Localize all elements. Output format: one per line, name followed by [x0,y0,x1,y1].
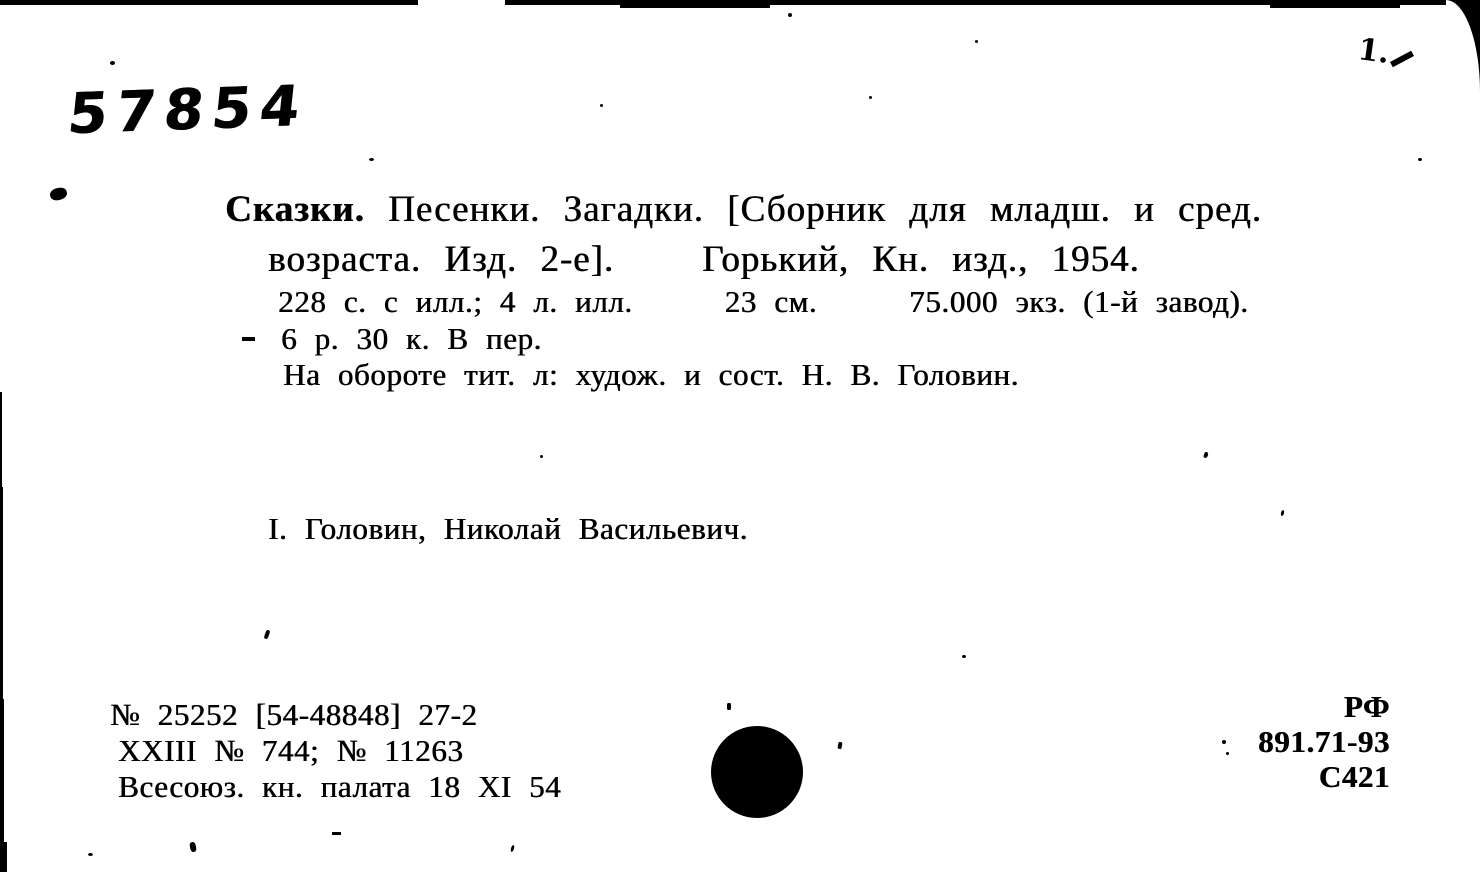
scan-edge-top-blip-2 [1270,0,1400,8]
scan-edge-top-blip [620,0,770,8]
print-run: 75.000 экз. (1-й завод). [909,284,1249,319]
scan-edge-left-nub [0,842,7,872]
scan-edge-left-2 [0,487,3,699]
scan-speckle [1222,740,1226,744]
note: На обороте тит. л: худож. и сост. Н. В. Головин. [283,357,1019,392]
price: 6 р. 30 к. В пер. [281,321,542,356]
scan-speckle [510,845,515,853]
collation: 228 с. с илл.; 4 л. илл. [278,284,633,319]
scan-speckle [1280,510,1284,517]
scan-speckle [975,40,978,43]
stray-dash-mark [242,337,255,341]
scan-speckle [264,630,271,640]
scan-speckle [1203,451,1209,458]
footer-left-line-3: Всесоюз. кн. палата 18 XI 54 [118,769,562,804]
card-rounded-corner [1446,0,1480,92]
title-line-2 [268,238,1140,281]
added-entry: I. Головин, Николай Васильевич. [268,511,748,546]
title-continuation: Песенки. Загадки. [Сборник для младш. и сред. [387,189,1262,230]
ink-blob [49,186,69,202]
book-size: 23 см. [724,284,818,319]
scan-corner-black [1446,0,1480,92]
author-mark: С421 [1318,759,1390,794]
scan-speckle [540,455,543,458]
footer-left-line-1: № 25252 [54-48848] 27-2 [110,697,478,732]
footer-left-line-2: XXIII № 744; № 11263 [118,733,464,768]
added-entry-line [268,511,748,547]
scan-speckle [837,742,842,750]
corner-annotation-tick [1390,51,1414,68]
scan-speckle [110,61,115,65]
scan-speckle [369,158,374,161]
scan-speckle [1418,158,1422,161]
scan-speckle [788,13,792,17]
classification-rf: РФ [1343,689,1390,724]
scan-speckle [189,841,197,852]
scan-speckle [869,96,872,99]
imprint: Горький, Кн. изд., 1954. [702,239,1140,280]
title-lead-word: Сказки. [225,189,365,230]
classification-index: 891.71-93 [1258,724,1390,759]
scan-speckle [962,655,966,658]
scan-speckle [727,703,731,710]
scan-speckle-dash [332,832,341,835]
classification-block [1258,689,1390,794]
scan-speckle [1226,752,1229,755]
title-line-2-left: возраста. Изд. 2-е]. [268,239,615,280]
punch-hole [711,726,803,818]
scan-edge-left-1 [0,392,2,487]
price-line [281,321,542,357]
corner-annotation: 1. [1355,31,1392,72]
title-line-1 [225,188,1262,231]
note-line [283,357,1019,393]
scan-edge-top-left [0,0,418,5]
scan-speckle [600,104,603,107]
collation-line [278,284,1249,320]
accession-number-handwritten: 57854 [64,73,312,148]
scan-speckle [88,853,93,856]
